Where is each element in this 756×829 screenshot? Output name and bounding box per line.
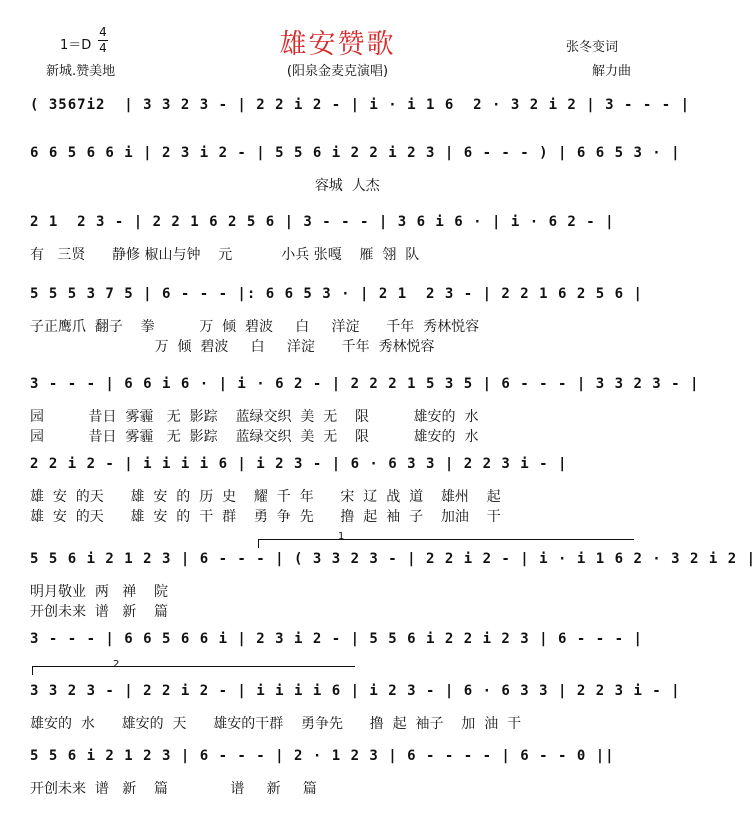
notation-row: 2 1 2 3 - | 2 2 1 6 2 5 6 | 3 - - - | 3 6 i 6 · | i · 6 2 - | [30, 214, 615, 230]
composer-text: 解力曲 [592, 64, 632, 79]
meter-top: 4 [99, 25, 107, 39]
volta-2-label: 2 [113, 659, 120, 670]
notation-row: ( 3567i2 | 3 3 2 3 - | 2 2 i 2 - | i · i 1 6 2 · 3 2 i 2 | 3 - - - | [30, 97, 691, 113]
lyric-line: 雄 安 的天 雄 安 的 干 群 勇 争 先 撸 起 袖 子 加油 干 [30, 509, 501, 525]
lyric-line: 园 昔日 雾霾 无 影踪 蓝绿交织 美 无 限 雄安的 水 [30, 409, 479, 425]
notation-row: 3 - - - | 6 6 5 6 6 i | 2 3 i 2 - | 5 5 6 i 2 2 i 2 3 | 6 - - - | [30, 631, 643, 647]
lyric-line: 雄安的 水 雄安的 天 雄安的干群 勇争先 撸 起 袖子 加 油 干 [30, 716, 522, 732]
location-text: 新城.赞美地 [46, 64, 116, 79]
performer-text: (阳泉金麦克演唱) [286, 64, 389, 79]
volta-2-bracket [32, 666, 355, 675]
key-signature: 1＝D [60, 38, 92, 53]
lyric-line: 明月敬业 两 禅 院 [30, 584, 169, 600]
time-signature [98, 26, 108, 55]
lyric-line: 子正鹰爪 翻子 拳 万 倾 碧波 白 洋淀 千年 秀林悦容 [30, 319, 480, 335]
lyric-line: 开创未来 谱 新 篇 [30, 604, 169, 620]
notation-row: 6 6 5 6 6 i | 2 3 i 2 - | 5 5 6 i 2 2 i 2 3 | 6 - - - ) | 6 6 5 3 · | [30, 145, 681, 161]
notation-row: 3 - - - | 6 6 i 6 · | i · 6 2 - | 2 2 2 1 5 3 5 | 6 - - - | 3 3 2 3 - | [30, 376, 700, 392]
notation-row: 5 5 5 3 7 5 | 6 - - - |: 6 6 5 3 · | 2 1 2 3 - | 2 2 1 6 2 5 6 | [30, 286, 643, 302]
meter-bottom: 4 [99, 41, 107, 55]
lyric-line: 万 倾 碧波 白 洋淀 千年 秀林悦容 [30, 339, 435, 355]
volta-1-bracket [258, 539, 634, 548]
volta-1-label: 1 [338, 531, 345, 542]
notation-row: 2 2 i 2 - | i i i i 6 | i 2 3 - | 6 · 6 3 3 | 2 2 3 i - | [30, 456, 568, 472]
lyric-line: 雄 安 的天 雄 安 的 历 史 耀 千 年 宋 辽 战 道 雄州 起 [30, 489, 501, 505]
lyric-line: 园 昔日 雾霾 无 影踪 蓝绿交织 美 无 限 雄安的 水 [30, 429, 479, 445]
notation-row: 3 3 2 3 - | 2 2 i 2 - | i i i i 6 | i 2 3 - | 6 · 6 3 3 | 2 2 3 i - | [30, 683, 681, 699]
page-title: 雄安赞歌 [279, 29, 396, 60]
notation-row: 5 5 6 i 2 1 2 3 | 6 - - - | ( 3 3 2 3 - | 2 2 i 2 - | i · i 1 6 2 · 3 2 i 2 | [30, 551, 756, 567]
lyric-line: 容城 人杰 [30, 178, 380, 194]
lyric-line: 有 三贤 静修 椒山与钟 元 小兵 张嘎 雁 翎 队 [30, 247, 420, 263]
notation-row: 5 5 6 i 2 1 2 3 | 6 - - - | 2 · 1 2 3 | 6 - - - - | 6 - - 0 || [30, 748, 615, 764]
lyricist-text: 张冬变词 [566, 40, 619, 55]
lyric-line: 开创未来 谱 新 篇 谱 新 篇 [30, 781, 317, 797]
